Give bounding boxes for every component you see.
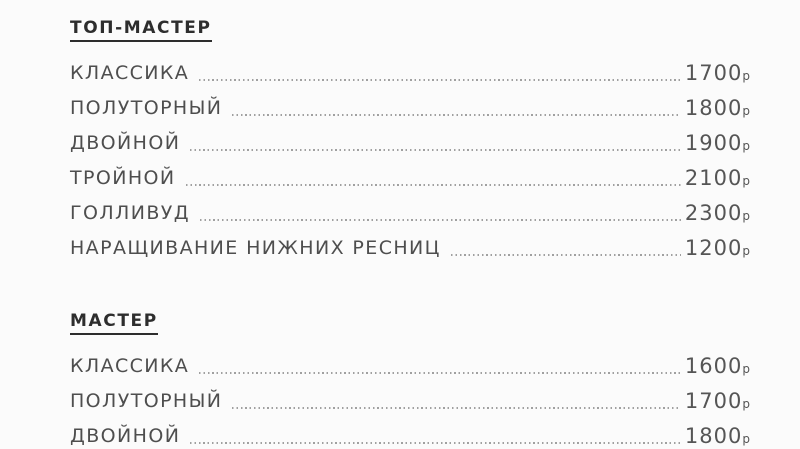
service-name: ДВОЙНОЙ: [70, 425, 181, 447]
service-price: [685, 203, 750, 224]
dotted-leader: [199, 372, 681, 374]
currency-symbol: р: [742, 362, 750, 376]
price-value: 1700: [684, 389, 743, 413]
currency-symbol: р: [742, 209, 750, 223]
service-price: [685, 391, 750, 412]
list-item: [70, 377, 750, 412]
service-name: ДВОЙНОЙ: [70, 132, 181, 154]
dotted-leader: [200, 219, 681, 221]
price-value: 1700: [684, 61, 743, 85]
price-value: 1800: [684, 424, 743, 448]
service-name: ГОЛЛИВУД: [70, 202, 190, 224]
list-item: [70, 154, 750, 189]
service-name: КЛАССИКА: [70, 355, 190, 377]
list-item: [70, 342, 750, 377]
service-name: КЛАССИКА: [70, 62, 190, 84]
list-item: [70, 49, 750, 84]
section-rows: [70, 342, 750, 447]
currency-symbol: р: [742, 174, 750, 188]
service-price: [685, 168, 750, 189]
price-value: 1600: [684, 354, 743, 378]
list-item: [70, 189, 750, 224]
section-rows: [70, 49, 750, 259]
service-price: [685, 133, 750, 154]
list-item: [70, 119, 750, 154]
service-name: ПОЛУТОРНЫЙ: [70, 97, 223, 119]
section-title: МАСТЕР: [70, 313, 158, 335]
service-price: [685, 238, 750, 259]
service-name: ТРОЙНОЙ: [70, 167, 176, 189]
currency-symbol: р: [742, 397, 750, 411]
dotted-leader: [199, 79, 681, 81]
service-price: [685, 98, 750, 119]
dotted-leader: [451, 254, 681, 256]
currency-symbol: р: [742, 139, 750, 153]
price-sections: [70, 18, 750, 447]
price-value: 1800: [684, 96, 743, 120]
currency-symbol: р: [742, 69, 750, 83]
list-item: [70, 84, 750, 119]
section-title: ТОП-МАСТЕР: [70, 20, 212, 42]
service-name: НАРАЩИВАНИЕ НИЖНИХ РЕСНИЦ: [70, 237, 441, 259]
dotted-leader: [232, 114, 681, 116]
currency-symbol: р: [742, 104, 750, 118]
dotted-leader: [232, 407, 681, 409]
price-section: [70, 18, 750, 259]
dotted-leader: [186, 184, 681, 186]
service-name: ПОЛУТОРНЫЙ: [70, 390, 223, 412]
service-price: [685, 426, 750, 447]
list-item: [70, 412, 750, 447]
price-value: 1200: [684, 236, 743, 260]
currency-symbol: р: [742, 244, 750, 258]
service-price: [685, 63, 750, 84]
price-value: 1900: [684, 131, 743, 155]
dotted-leader: [190, 149, 681, 151]
price-value: 2300: [684, 201, 743, 225]
dotted-leader: [190, 442, 681, 444]
list-item: [70, 224, 750, 259]
price-section: [70, 311, 750, 447]
service-price: [685, 356, 750, 377]
currency-symbol: р: [742, 432, 750, 446]
price-value: 2100: [684, 166, 743, 190]
